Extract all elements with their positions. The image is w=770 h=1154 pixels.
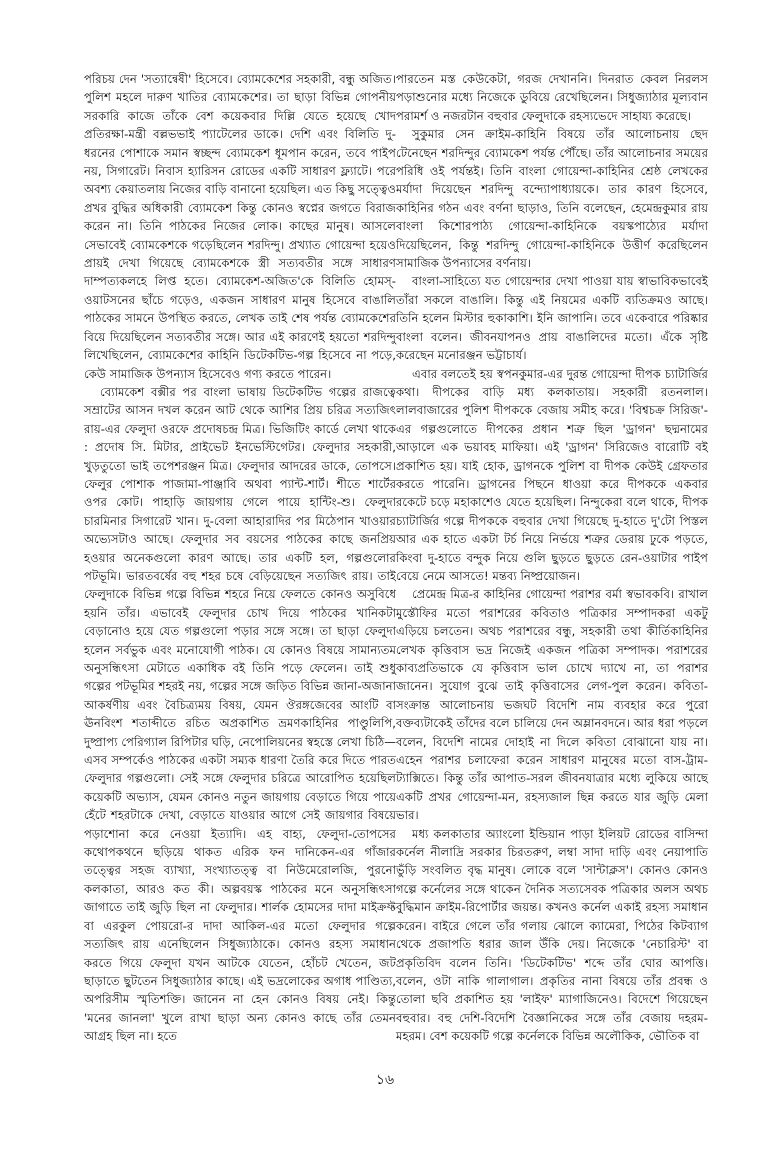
paragraph: মধ্য কলকাতার অ্যাংলো ইন্ডিয়ান পাড়া ইলিয়ট রোডের বাসিন্দা কর্নেল নীলাদ্রি সরকার চিরতরুণ, লম্বা সাদা দাড়ি এবং নেয়াপাতি ভুঁড়ি সংবলিত বৃদ্ধ মানুষ। লোকে বলে 'সান্টাক্লস'। কোনও কোনও গল্পে কর্নেলের সঙ্গে থাকেন দৈনিক সত্যসেবক পত্রিকার অলস অথচ বুদ্ধিমান ক্রাইম-রিপোর্টার জয়ন্ত। কখনও কর্নেল একাই রহস্য সমাধান করেন। বাইরে গেলে তাঁর গলায় ঝোলে ক্যামেরা, পিঠের কিটব্যাগ থেকে প্রজাপতি ধরার জাল উঁকি দেয়। নিজেকে 'নেচারিস্ট' বা প্রকৃতিবিদ বলেন তিনি। 'ডিটেকটিভ' শব্দে তাঁর ঘোর আপত্তি। বলেন, ওটা নাকি গালাগাল। প্রকৃতির নানা বিষয়ে তাঁর প্রবন্ধ ও তোলা ছবি প্রকাশিত হয় 'লাইফ' ম্যাগাজিনেও। বিদেশে গিয়েছেন বহুবার। বহু দেশি-বিদেশি বৈজ্ঞানিকের সঙ্গে তাঁর বেজায় দহরম-মহরম। বেশ কয়েকটি গল্পে কর্নেলকে বিভিন্ন অলৌকিক, ভৌতিক বা xyxy=(396,826,708,1044)
page-number: ১৬ xyxy=(375,1072,395,1088)
paragraph: এবার বলতেই হয় স্বপনকুমার-এর দুরন্ত গোয়েন্দা দীপক চ্যাটার্জির কথা। দীপকের বাড়ি মধ্য কলকাতায়। সহকারী রতনলাল। লালবাজারের পুলিশ দীপককে বেজায় সমীহ করে। 'বিশ্বচক্র সিরিজ'-এর গল্পগুলোতে দীপকের প্রধান শত্রু ছিল 'ড্রাগন' ছদ্মনামের আড়ালে এক ভয়াবহ মাফিয়া। এই 'ড্রাগন' সিরিজেও বারোটি বই প্রকাশিত হয়। যাই হোক, ড্রাগনকে পুলিশ বা দীপক কেউই গ্রেফতার করতে পারেনি। ড্রাগনের পিছনে ধাওয়া করে দীপককে একবার রকেটে চড়ে মহাকাশেও যেতে হয়েছিল। নিন্দুকেরা বলে থাকে, দীপক চ্যাটার্জির গল্পে দীপককে বহুবার দেখা গিয়েছে দু-হাতে দু'টো পিস্তল আর এক হাতে একটা টর্চ নিয়ে নির্ভয়ে শত্রুর ডেরায় ঢুকে পড়তে, কিংবা দু-হাতে বন্দুক নিয়ে গুলি ছুড়তে ছুড়তে রেন-ওয়াটার পাইপ বেয়ে নেমে আসতে! মন্তব্য নিষ্প্রয়োজন। xyxy=(396,366,708,583)
paragraph: ব্যোমকেশ বক্সীর পর বাংলা ভাষায় ডিটেকটিভ গল্পের রাজত্বে সম্রাটের আসন দখল করেন আট থেকে আশির প্রিয় চরিত্র সত্যজিৎ রায়-এর ফেলুদা ওরফে প্রদোষচন্দ্র মিত্র। ভিজিটিং কার্ডে লেখা থাকে : প্রদোষ সি. মিটার, প্রাইভেট ইনভেস্টিগেটর। ফেলুদার সহকারী, খুড়তুতো ভাই তপেশরঞ্জন মিত্র। ফেলুদার আদরের ডাকে, তোপসে। ফেলুর পোশাক পাজামা-পাঞ্জাবি অথবা প্যান্ট-শার্ট। শীতে শার্টের ওপর কোট। পাহাড়ি জায়গায় গেলে পায়ে হান্টিং-শু। ফেলুদা চারমিনার সিগারেট খান। দু-বেলা আহারাদির পর মিঠেপান খাওয়ার অভ্যেসটাও আছে। ফেলুদার সব বয়সের পাঠকের কাছে জনপ্রিয় হওয়ার অনেকগুলো কারণ আছে। তার একটি হল, গল্পগুলোর পটভূমি। ভারতবর্ষের বহু শহর চষে বেড়িয়েছেন সত্যজিৎ রায়। তাই ফেলুদাকে বিভিন্ন গল্পে বিভিন্ন শহরে নিয়ে ফেলতে কোনও অসুবিধে হয়নি তাঁর। এভাবেই ফেলুদার চোখ দিয়ে পাঠকের খানিকটা বেড়ানোও হয়ে যেত গল্পগুলো পড়ার সঙ্গে সঙ্গে। তা ছাড়া ফেলুদা হলেন সর্বভুক এবং মনোযোগী পাঠক। যে কোনও বিষয়ে সামান্যতম অনুসন্ধিৎসা মেটাতে একাধিক বই তিনি পড়ে ফেলেন। তাই শুধু গল্পের পটভূমির শহরই নয়, গল্পের সঙ্গে জড়িত বিভিন্ন জানা-অজানা আকর্ষণীয় এবং বৈচিত্র্যময় বিষয়, যেমন ঔরঙ্গজেবের আংটি বা ঊনবিংশ শতাব্দীতে রচিত অপ্রকাশিত ভ্রমণকাহিনির পাণ্ডুলিপি, দুষ্প্রাপ্য পেরিগ্যাল রিপিটার ঘড়ি, নেপোলিয়নের স্বহস্তে লেখা চিঠি—এসব সম্পর্কেও পাঠকের একটা সম্যক ধারণা তৈরি করে দিতে পারত ফেলুদার গল্পগুলো। সেই সঙ্গে ফেলুদার চরিত্রে আরোপিত হয়েছিল কয়েকটি অভ্যাস, যেমন কোনও নতুন জায়গায় বেড়াতে গিয়ে পায়ে হেঁটে শহরটাকে দেখা, বেড়াতে যাওয়ার আগে সেই জায়গার বিষয়ে পড়াশোনা করে নেওয়া ইত্যাদি। এহ বাহ্য, ফেলুদা-তোপসের কথোপকথনে ছড়িয়ে থাকত এরিক ফন দানিকেন-এর গাঁজার তত্ত্বের সহজ ব্যাখ্যা, সংখ্যাতত্ত্ব বা নিউমেরোলজি, পুরনো কলকাতা, আরও কত কী। অল্পবয়স্ক পাঠকের মনে অনুসন্ধিৎসা জাগাতে তাই জুড়ি ছিল না ফেলুদার। শার্লক হোমসের দাদা মাইক্রফ্ট বা এরকুল পোয়রো-র দাদা আকিল-এর মতো ফেলুদার গল্পে সত্যজিৎ রায় এনেছিলেন সিধুজ্যাঠাকে। কোনও রহস্য সমাধান করতে গিয়ে ফেলুদা যখন আটকে যেতেন, হোঁচট খেতেন, জট ছাড়াতে ছুটতেন সিধুজ্যাঠার কাছে। এই ভদ্রলোকের অগাধ পাণ্ডিত্য, অপরিসীম স্মৃতিশক্তি। জানেন না হেন কোনও বিষয় নেই। কিন্তু 'মনের জানলা' খুলে রাখা ছাড়া অন্য কোনও কাছে তাঁর তেমন আগ্রহ ছিল না। হতে xyxy=(84,384,396,1044)
paragraph: বাংলা-সাহিত্যে যত গোয়েন্দার দেখা পাওয়া যায় স্বাভাবিকভাবেই তাঁরা সকলে বাঙালি। কিন্তু এই নিয়মের একটি ব্যতিক্রমও আছে। তিনি হলেন মিস্টার হুকাকাশি। ইনি জাপানি। তবে একেবারে পরিষ্কার বাংলা বলেন। জীবনযাপনও প্রায় বাঙালিদের মতো। এঁকে সৃষ্টি করেছেন মনোরঞ্জন ভট্টাচার্য। xyxy=(396,274,708,363)
right-column xyxy=(396,70,708,1046)
paragraph: সুকুমার সেন ক্রাইম-কাহিনি বিষয়ে তাঁর আলোচনায় ছেদ টেনেছেন শরদিন্দুর ব্যোমকেশ পর্যন্ত পৌঁছে। তাঁর আলোচনার সময়ের পরিধি ওই পর্যন্তই। তিনি বাংলা গোয়েন্দা-কাহিনির শ্রেষ্ঠ লেখকের মর্যাদা দিয়েছেন শরদিন্দু বন্দ্যোপাধ্যায়কে। তার কারণ হিসেবে, কাহিনির গঠন এবং বর্ণনা ছাড়াও, তিনি বলেছেন, হেমেন্দ্রকুমার রায় বাংলা কিশোরপাঠ্য গোয়েন্দা-কাহিনিকে বয়স্কপাঠ্যের মর্যাদা দিয়েছিলেন, কিন্তু শরদিন্দু গোয়েন্দা-কাহিনিকে উত্তীর্ণ করেছিলেন সামাজিক উপন্যাসের বর্ণনায়। xyxy=(396,127,708,271)
paragraph: প্রেমেন্দ্র মিত্র-র কাহিনির গোয়েন্দা পরাশর বর্মা স্বভাবকবি। রাখাল মুস্তৌফির মতো পরাশরের কবিতাও পত্রিকার সম্পাদকরা একটু এড়িয়ে চলতেন। অথচ পরাশরের বন্ধু, সহকারী তথা কীর্তিকাহিনির লেখক কৃত্তিবাস ভদ্র নিজেই একজন পত্রিকা সম্পাদক। পরাশরের কাব্যপ্রতিভাকে যে কৃত্তিবাস ভাল চোখে দ্যাখে না, তা পরাশর জানেন। সুযোগ বুঝে তাই কৃত্তিবাসের লেগ-পুল করেন। কবিতা-সংক্রান্ত আলোচনায় ভজঘট বিদেশি নাম ব্যবহার করে পুরো বক্তব্যটাকেই তাঁদের বলে চালিয়ে দেন অম্লানবদনে। আর ধরা পড়লে বলেন, বিদেশি নামের দোহাই না দিলে কবিতা বোঝানো যায় না। এহেন পরাশর চলাফেরা করেন সাধারণ মানুষের মতো বাস-ট্রাম-ট্যাক্সিতে। কিন্তু তাঁর আপাত-সরল জীবনযাত্রার মধ্যে লুকিয়ে আছে একটি প্রখর গোয়েন্দা-মন, রহস্যজাল ছিন্ন করতে যার জুড়ি মেলা ভার। xyxy=(396,587,708,823)
left-column xyxy=(84,70,396,1046)
paragraph: পারতেন মস্ত কেউকেটা, গরজ দেখাননি। দিনরাত কেবল নিরলস পড়াশুনোর মধ্যে নিজেকে ডুবিয়ে রেখেছিলেন। সিধুজ্যাঠার মূল্যবান পরামর্শ ও নজরটান বহুবার ফেলুদাকে রহস্যভেদে সাহায্য করেছে। xyxy=(396,72,708,123)
paragraph: পরিচয় দেন 'সত্যান্বেষী' হিসেবে। ব্যোমকেশের সহকারী, বন্ধু অজিত। পুলিশ মহলে দারুণ খাতির ব্যোমকেশের। তা ছাড়া বিভিন্ন গোপনীয় সরকারি কাজে তাঁকে বেশ কয়েকবার দিল্লি যেতে হয়েছে খোদ প্রতিরক্ষা-মন্ত্রী বল্লভভাই প্যাটেলের ডাকে। দেশি এবং বিলিতি দু-ধরনের পোশাকে সমান স্বচ্ছন্দ ব্যোমকেশ ধূমপান করেন, তবে পাইপ নয়, সিগারেট। নিবাস হ্যারিসন রোডের একটি সাধারণ ফ্ল্যাটে। পরে অবশ্য কেয়াতলায় নিজের বাড়ি বানানো হয়েছিল। এত কিছু সত্ত্বেও প্রখর বুদ্ধির অধিকারী ব্যোমকেশ কিন্তু কোনও স্বপ্নের জগতে বিরাজ করেন না। তিনি পাঠকের নিজের লোক। কাছের মানুষ। আসলে সেভাবেই ব্যোমকেশকে গড়েছিলেন শরদিন্দু। প্রখ্যাত গোয়েন্দা হয়েও প্রায়ই দেখা গিয়েছে ব্যোমকেশকে স্ত্রী সত্যবতীর সঙ্গে সাধারণ দাম্পত্যকলহে লিপ্ত হতে। ব্যোমকেশ-অজিত'কে বিলিতি হোমস্‌-ওয়াটসনের ছাঁচে গড়েও, একজন সাধারণ মানুষ হিসেবে বাঙালি পাঠকের সামনে উপস্থিত করতে, লেখক তাই শেষ পর্যন্ত ব্যোমকেশের বিয়ে দিয়েছিলেন সত্যবতীর সঙ্গে। আর এই কারণেই হয়তো শরদিন্দু লিখেছিলেন, ব্যোমকেশের কাহিনি ডিটেকটিভ-গল্প হিসেবে না পড়ে, কেউ সামাজিক উপন্যাস হিসেবেও গণ্য করতে পারেন। xyxy=(84,72,396,381)
